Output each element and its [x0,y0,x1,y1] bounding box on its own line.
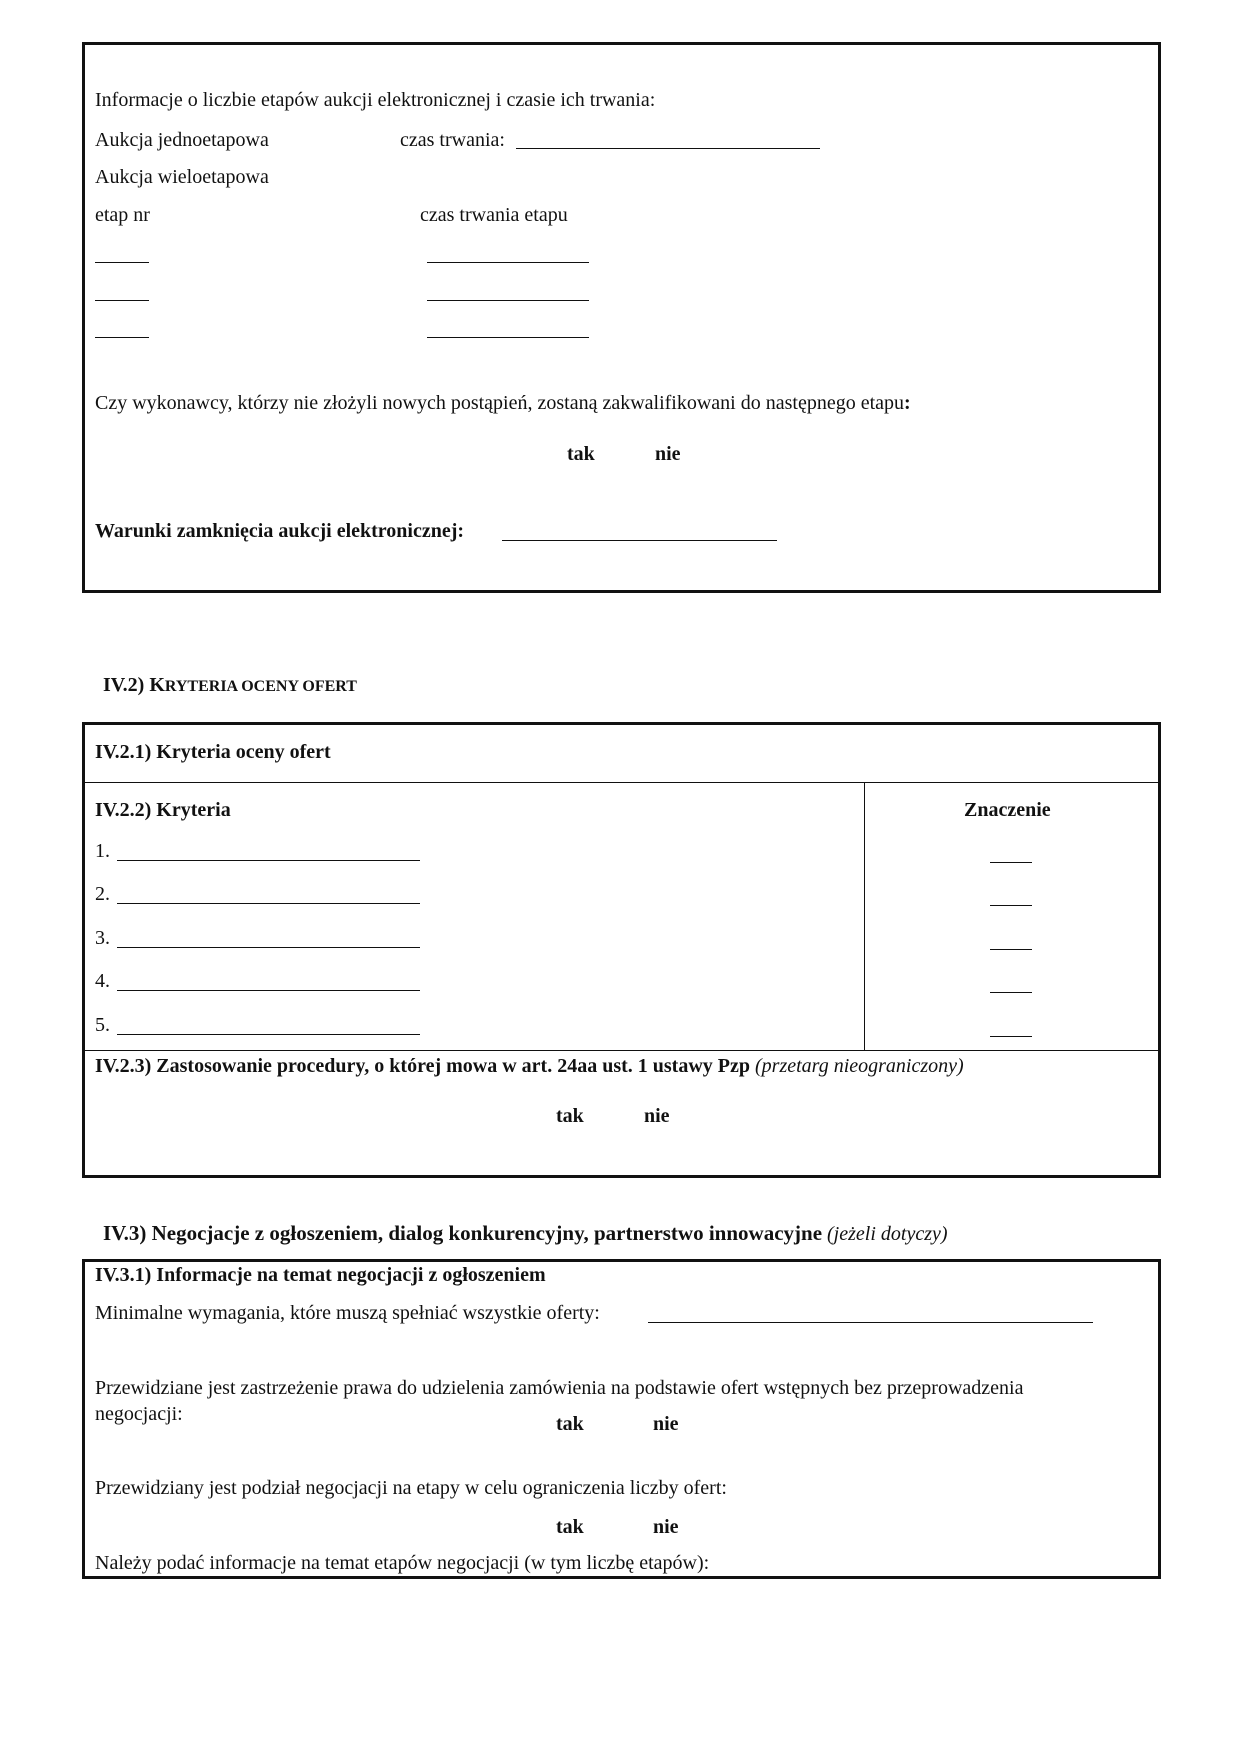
procedure-question-note: (przetarg nieograniczony) [755,1055,964,1077]
min-requirements-field[interactable] [648,1322,1093,1323]
stage-number-field-2[interactable] [95,300,149,301]
auction-no-option[interactable]: nie [655,443,681,465]
negotiation-stages-info: Należy podać informacje na temat etapów negocjacji (w tym liczbę etapów): [95,1552,710,1574]
closing-conditions-label: Warunki zamknięcia aukcji elektronicznej: [95,520,465,542]
weight-field-2[interactable] [990,905,1032,906]
stage-duration-field-3[interactable] [427,337,589,338]
criteria-subheading-1: IV.2.1) Kryteria oceny ofert [95,741,331,763]
criteria-column-divider [864,782,865,1050]
auction-yes-option[interactable]: tak [567,443,595,465]
criterion-field-5[interactable] [117,1034,420,1035]
reserve-right-question-line2: negocjacji: [95,1403,183,1425]
criteria-heading-number: IV.2) [103,674,150,696]
min-requirements-label: Minimalne wymagania, które muszą spełniać wszystkie oferty: [95,1302,600,1324]
auction-info-label: Informacje o liczbie etapów aukcji elektronicznej i czasie ich trwania: [95,89,656,111]
duration-label: czas trwania: [400,129,505,151]
procedure-question-text: IV.2.3) Zastosowanie procedury, o której mowa w art. 24aa ust. 1 ustawy Pzp [95,1055,750,1077]
criteria-section-heading [103,675,357,695]
stage-number-label: etap nr [95,204,150,226]
criterion-number-5: 5. [95,1014,110,1036]
stage-number-field-1[interactable] [95,262,149,263]
negotiation-stages-question: Przewidziany jest podział negocjacji na etapy w celu ograniczenia liczby ofert: [95,1477,727,1499]
duration-field[interactable] [516,148,820,149]
weight-header: Znaczenie [964,799,1051,821]
reserve-no-option[interactable]: nie [653,1413,679,1435]
negotiation-heading-text: IV.3) Negocjacje z ogłoszeniem, dialog konkurencyjny, partnerstwo innowacyjne [103,1221,823,1245]
procedure-yes-option[interactable]: tak [556,1105,584,1127]
procedure-question [95,1056,964,1076]
criteria-subheading-2: IV.2.2) Kryteria [95,799,231,821]
criteria-heading-initial: K [149,674,165,696]
stage-duration-field-2[interactable] [427,300,589,301]
criteria-divider-bottom [82,1050,1161,1051]
criteria-heading-rest: RYTERIA OCENY OFERT [164,678,357,695]
criterion-field-1[interactable] [117,860,420,861]
reserve-yes-option[interactable]: tak [556,1413,584,1435]
criteria-divider-top [82,782,1161,783]
closing-conditions-field[interactable] [502,540,777,541]
stage-duration-label: czas trwania etapu [420,204,568,226]
stages-yes-option[interactable]: tak [556,1516,584,1538]
criterion-number-3: 3. [95,927,110,949]
weight-field-5[interactable] [990,1036,1032,1037]
qualification-question-text: Czy wykonawcy, którzy nie złożyli nowych postąpień, zostaną zakwalifikowani do następnego etapu [95,392,905,414]
criterion-number-1: 1. [95,840,110,862]
stage-duration-field-1[interactable] [427,262,589,263]
criterion-number-4: 4. [95,970,110,992]
multi-stage-label: Aukcja wieloetapowa [95,166,269,188]
negotiation-subheading: IV.3.1) Informacje na temat negocjacji z ogłoszeniem [95,1264,546,1286]
stage-number-field-3[interactable] [95,337,149,338]
weight-field-3[interactable] [990,949,1032,950]
criterion-field-4[interactable] [117,990,420,991]
negotiation-section-heading [103,1223,948,1244]
stages-no-option[interactable]: nie [653,1516,679,1538]
single-stage-label: Aukcja jednoetapowa [95,129,269,151]
auction-box [82,42,1161,593]
reserve-right-question-line1: Przewidziane jest zastrzeżenie prawa do udzielenia zamówienia na podstawie ofert wstępnych bez przeprowadzenia [95,1377,1024,1399]
criterion-field-3[interactable] [117,947,420,948]
criterion-field-2[interactable] [117,903,420,904]
qualification-question-colon: : [904,392,911,414]
criterion-number-2: 2. [95,883,110,905]
procedure-no-option[interactable]: nie [644,1105,670,1127]
weight-field-1[interactable] [990,862,1032,863]
qualification-question [95,393,911,413]
criteria-box [82,722,1161,1178]
negotiation-heading-note: (jeżeli dotyczy) [827,1223,948,1245]
weight-field-4[interactable] [990,992,1032,993]
